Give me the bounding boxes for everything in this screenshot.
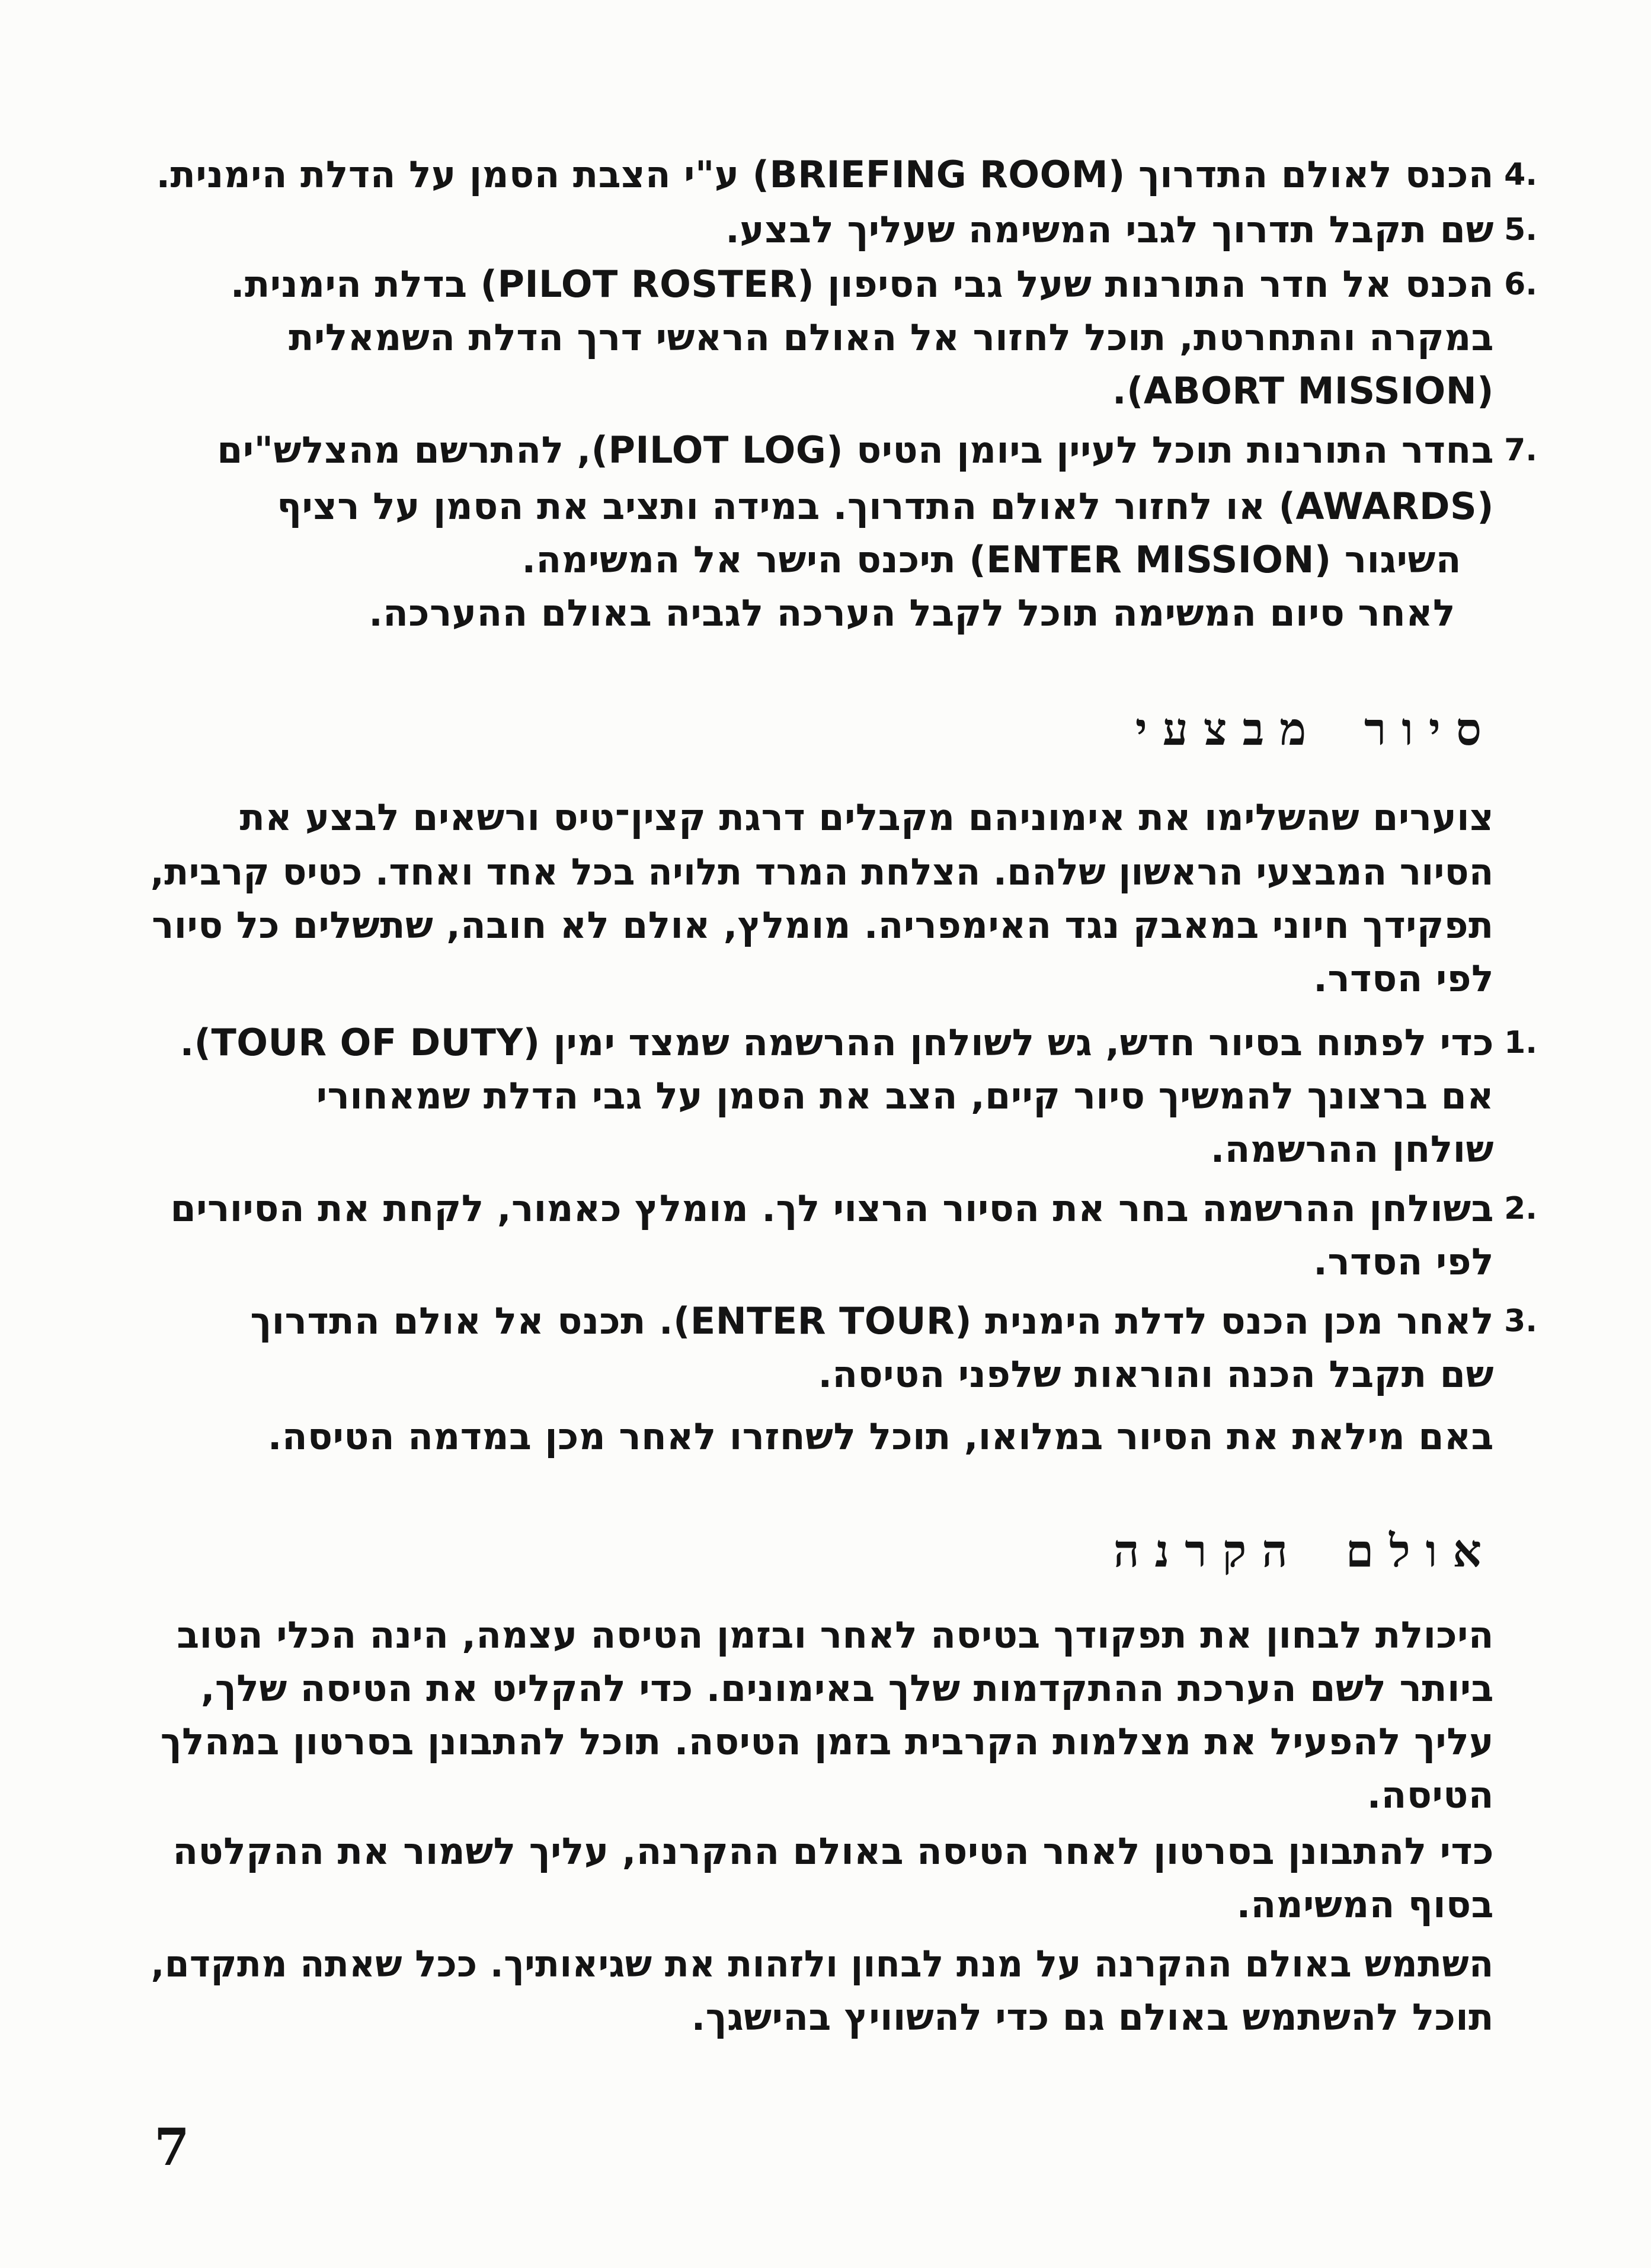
text-line: שם תקבל הכנה והוראות שלפני הטיסה.	[818, 1353, 1494, 1396]
step-number: 1.	[1504, 1025, 1537, 1061]
text-line: שם תקבל תדרוך לגבי המשימה שעליך לבצע.	[725, 208, 1494, 251]
text-line: הטיסה.	[1367, 1773, 1494, 1817]
text-line: הסיור המבצעי הראשון שלהם. הצלחת המרד תלויה בכל אחד ואחד. כטיס קרבית,	[151, 850, 1494, 893]
text-line: שולחן ההרשמה.	[1210, 1127, 1494, 1171]
text-line: אם ברצונך להמשיך סיור קיים, הצב את הסמן על גבי הדלת שמאחורי	[316, 1074, 1494, 1117]
text-line: בחדר התורנות תוכל לעיין ביומן הטיס (PILOT LOG), להתרשם מהצלש"ים	[217, 428, 1494, 472]
text-line: ביותר לשם הערכת ההתקדמות שלך באימונים. כדי להקליט את הטיסה שלך,	[200, 1667, 1494, 1710]
text-line: הכנס אל חדר התורנות שעל גבי הסיפון (PILOT ROSTER) בדלת הימנית.	[230, 262, 1494, 306]
text-line: במקרה והתחרטת, תוכל לחזור אל האולם הראשי דרך הדלת השמאלית	[289, 316, 1494, 359]
closing-line: לאחר סיום המשימה תוכל לקבל הערכה לגביה באולם ההערכה.	[369, 591, 1455, 635]
text-line: כדי לפתוח בסיור חדש, גש לשולחן ההרשמה שמצד ימין (TOUR OF DUTY).	[180, 1021, 1494, 1064]
text-line: תפקידך חיוני במאבק נגד האימפריה. מומלץ, אולם לא חובה, שתשלים כל סיור	[152, 904, 1494, 947]
text-line: צוערים שהשלימו את אימוניהם מקבלים דרגת קצין־טיס ורשאים לבצע את	[239, 796, 1494, 839]
section-heading: אולם הקרנה	[1113, 1524, 1497, 1577]
text-line: לאחר מכן הכנס לדלת הימנית (ENTER TOUR). תכנס אל אולם התדרוך	[250, 1299, 1494, 1343]
text-line: תוכל להשתמש באולם גם כדי להשוויץ בהישגך.	[691, 1995, 1494, 2039]
step-number: 5.	[1504, 212, 1537, 248]
text-line: השתמש באולם ההקרנה על מנת לבחון ולזהות את שגיאותיך. ככל שאתה מתקדם,	[151, 1942, 1494, 1985]
text-line: הכנס לאולם התדרוך (BRIEFING ROOM) ע"י הצבת הסמן על הדלת הימנית.	[156, 153, 1494, 196]
step-number: 6.	[1504, 267, 1537, 302]
text-line: לפי הסדר.	[1313, 1240, 1494, 1283]
text-line: (AWARDS) או לחזור לאולם התדרוך. במידה ותציב את הסמן על רציף	[277, 485, 1494, 528]
text-line: השיגור (ENTER MISSION) תיכנס הישר אל המשימה.	[521, 538, 1461, 581]
text-line: בשולחן ההרשמה בחר את הסיור הרצוי לך. מומלץ כאמור, לקחת את הסיורים	[170, 1187, 1494, 1230]
text-line: (ABORT MISSION).	[1112, 369, 1494, 412]
step-number: 7.	[1504, 433, 1537, 468]
step-number: 2.	[1504, 1191, 1537, 1226]
text-line: לפי הסדר.	[1313, 957, 1494, 1000]
step-number: 4.	[1504, 157, 1537, 193]
text-line: כדי להתבונן בסרטון לאחר הטיסה באולם ההקרנה, עליך לשמור את ההקלטה	[172, 1830, 1494, 1873]
page-number: 7	[154, 2118, 190, 2177]
section-heading: סיור מבצעי	[1135, 703, 1497, 755]
text-line: היכולת לבחון את תפקודך בטיסה לאחר ובזמן הטיסה עצמה, הינה הכלי הטוב	[177, 1613, 1494, 1657]
step-number: 3.	[1504, 1303, 1537, 1339]
closing-line: באם מילאת את הסיור במלואו, תוכל לשחזרו לאחר מכן במדמה הטיסה.	[267, 1415, 1494, 1458]
text-line: בסוף המשימה.	[1236, 1883, 1494, 1926]
text-line: עליך להפעיל את מצלמות הקרבית בזמן הטיסה. תוכל להתבונן בסרטון במהלך	[160, 1720, 1494, 1763]
